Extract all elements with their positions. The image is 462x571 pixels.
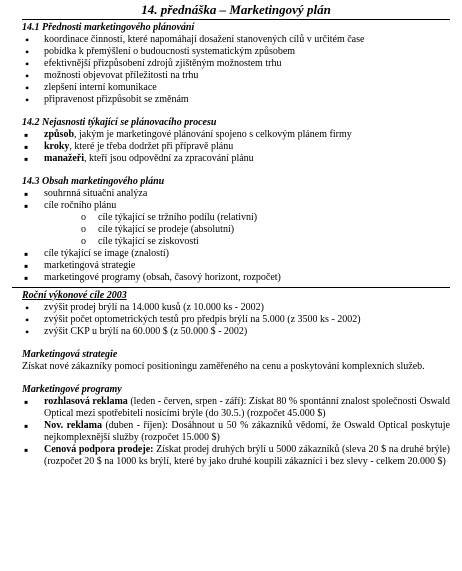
list-item: • zvýšit počet optometrických testů pro předpis brýlí na 5.000 (z 3500 ks - 2002): [22, 314, 450, 326]
section-heading: 14.1 Přednosti marketingového plánování: [22, 22, 195, 33]
list-item: • koordinace činností, které napomáhají dosažení stanovených cílů v určitém čase: [22, 34, 450, 46]
list-item: • zvýšit CKP u brýlí na 60.000 $ (z 50.000 $ - 2002): [22, 326, 450, 338]
item-text: (leden - červen, srpen - září): Získat 80 % spontánní znalost společnosti Oswald Optical mezi spotřebiteli nosícími brýle (do 30.5.) (rozpočet 45.000 $): [44, 396, 450, 419]
list-item: [22, 200, 450, 248]
section-heading: 14.3 Obsah marketingového plánu: [22, 176, 165, 187]
section-programs: [22, 384, 450, 468]
item-text: Získat prodej druhých brýlí u 5000 zákazníků (sleva 20 $ na druhé brýle) (rozpočet 20 $ na 1000 ks brýlí, které by jako druhé koupili zákazníci i bez slevy - celkem 20.000 $): [44, 444, 450, 467]
section-ambiguities: [22, 117, 450, 165]
section-heading: 14.2 Nejasnosti týkající se plánovacího procesu: [22, 117, 217, 128]
list-item: • zlepšení interní komunikace: [22, 82, 450, 94]
list-item: [22, 129, 450, 141]
section-advantages: [22, 22, 450, 106]
list-item: • připravenost přizpůsobit se změnám: [22, 94, 450, 106]
section-heading: Marketingové programy: [22, 384, 122, 395]
item-lead: kroky: [44, 141, 70, 152]
list-item: [22, 444, 450, 468]
section-divider: [12, 287, 450, 288]
list-item: [22, 153, 450, 165]
list-item: ▪ souhrnná situační analýza: [22, 188, 450, 200]
item-lead: způsob: [44, 129, 75, 140]
list-item: [22, 420, 450, 444]
sub-list-item: o cíle týkající se ziskovosti: [44, 236, 450, 248]
bullet-list: [22, 302, 450, 338]
item-text: (duben - říjen): Dosáhnout u 50 % zákazníků vědomí, že Oswald Optical poskytuje nejkomplexnější služby (rozpočet 15.000 $): [44, 420, 450, 443]
bullet-list: [22, 129, 450, 165]
list-item: • možnosti objevovat příležitosti na trhu: [22, 70, 450, 82]
sub-list-item: o cíle týkající se prodeje (absolutní): [44, 224, 450, 236]
bullet-list: [22, 34, 450, 106]
item-lead: manažeři: [44, 153, 84, 164]
list-item: ▪ marketingové programy (obsah, časový horizont, rozpočet): [22, 272, 450, 284]
list-item: [22, 396, 450, 420]
item-lead: Cenová podpora prodeje:: [44, 444, 154, 455]
item-text: , jakým je marketingové plánování spojeno s celkovým plánem firmy: [74, 129, 352, 140]
item-lead: rozhlasová reklama: [44, 396, 128, 407]
bullet-list: [22, 396, 450, 468]
section-heading: Marketingová strategie: [22, 349, 118, 360]
title-divider: [22, 19, 450, 20]
sub-list-item: o cíle týkající se tržního podílu (relativní): [44, 212, 450, 224]
item-text: , které je třeba dodržet při přípravě plánu: [69, 141, 234, 152]
section-strategy: [22, 349, 450, 373]
list-item: • pobídka k přemýšlení o budoucnosti systematickým způsobem: [22, 46, 450, 58]
section-plan-content: [22, 176, 450, 284]
item-text: cíle ročního plánu: [44, 200, 117, 211]
item-text: , kteří jsou odpovědní za zpracování plánu: [84, 153, 254, 164]
list-item: ▪ cíle týkající se image (znalostí): [22, 248, 450, 260]
paragraph: Získat nové zákazníky pomocí positioningu zaměřeného na cenu a poskytování komplexních služeb.: [22, 361, 425, 372]
document-title: 14. přednáška – Marketingový plán: [141, 2, 331, 17]
section-heading: Roční výkonové cíle 2003: [22, 290, 127, 301]
sub-list: [44, 212, 450, 248]
list-item: • efektivnější přizpůsobení zdrojů zjištěným možnostem trhu: [22, 58, 450, 70]
bullet-list: [22, 188, 450, 284]
list-item: [22, 141, 450, 153]
item-lead: Nov. reklama: [44, 420, 102, 431]
list-item: ▪ marketingová strategie: [22, 260, 450, 272]
list-item: • zvýšit prodej brýlí na 14.000 kusů (z 10.000 ks - 2002): [22, 302, 450, 314]
section-annual-goals: [22, 290, 450, 338]
